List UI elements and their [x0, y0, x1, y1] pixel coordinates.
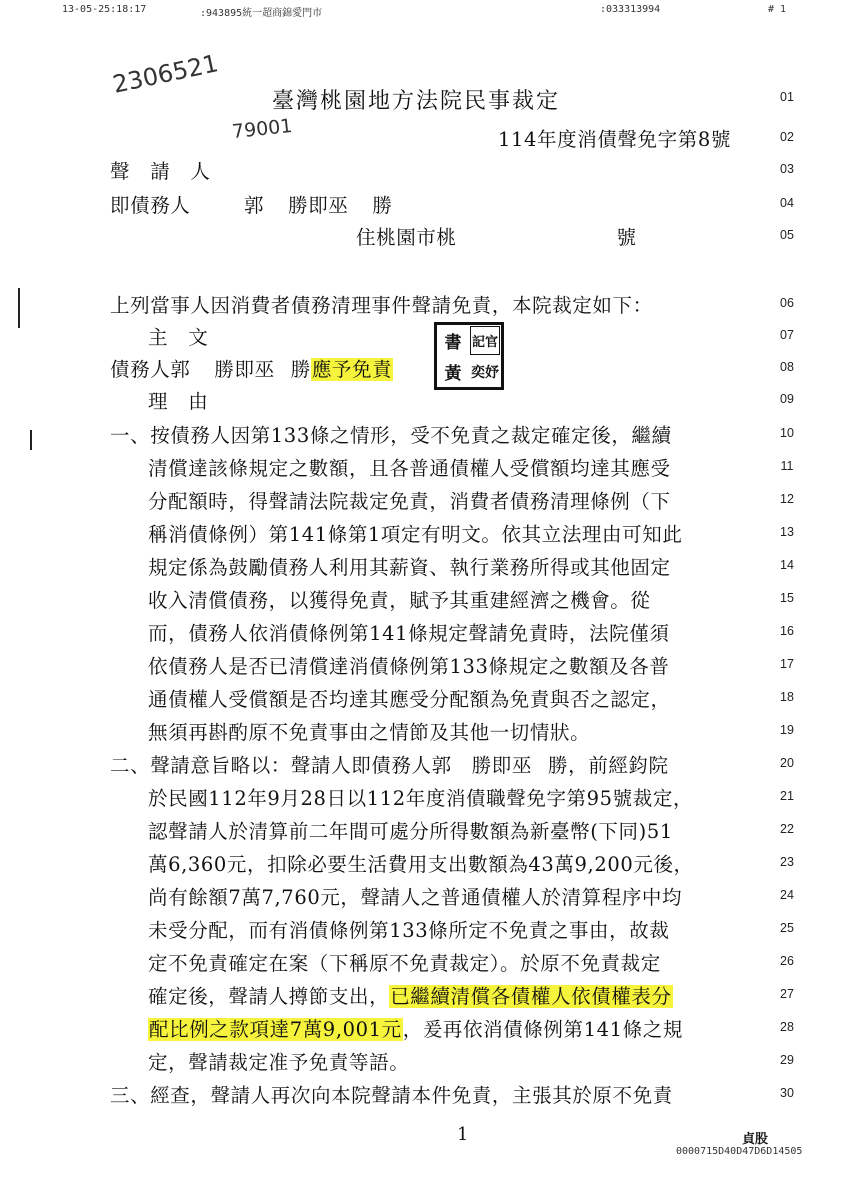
paragraph-2-line: 確定後，聲請人撙節支出，已繼續清償各債權人依債權表分 — [148, 985, 672, 1008]
line-number: 03 — [780, 162, 794, 176]
line-number: 26 — [780, 954, 794, 968]
paragraph-2-line: 於民國112年9月28日以112年度消債職聲免字第95號裁定， — [148, 787, 694, 810]
case-number: 114年度消債聲免字第8號 — [498, 128, 731, 151]
paragraph-1-line: 收入清償債務，以獲得免責，賦予其重建經濟之機會。從 — [148, 589, 651, 612]
line-number: 13 — [780, 525, 794, 539]
paragraph-1-line: 通債權人受償額是否均達其應受分配額為免責與否之認定， — [148, 688, 671, 711]
line-number: 16 — [780, 624, 794, 638]
debtor-label: 即債務人 — [110, 194, 191, 217]
line-number: 29 — [780, 1053, 794, 1067]
line-number: 24 — [780, 888, 794, 902]
scan-margin-mark — [30, 430, 32, 450]
paragraph-3-line: 三、經查，聲請人再次向本院聲請本件免責，主張其於原不免責 — [110, 1084, 673, 1107]
handwritten-number: 2306521 — [110, 49, 221, 99]
fax-page: # 1 — [768, 4, 787, 15]
paragraph-2-line: 定，聲請裁定准予免責等語。 — [148, 1051, 410, 1074]
paragraph-2-line: 尚有餘額7萬7,760元，聲請人之普通債權人於清算程序中均 — [148, 886, 683, 909]
paragraph-2-line: 定不免責確定在案（下稱原不免責裁定）。於原不免責裁定 — [148, 952, 661, 975]
intro-text: 上列當事人因消費者債務清理事件聲請免責，本院裁定如下： — [110, 294, 653, 317]
barcode-text: 0000715D40D47D6D14505 — [676, 1146, 803, 1157]
scan-margin-mark — [18, 288, 20, 328]
line-number: 08 — [780, 360, 794, 374]
fax-sender: :943895統一超商錦愛門市 — [200, 8, 323, 19]
paragraph-1-line: 清償達該條規定之數額，且各普通債權人受償額均達其應受 — [148, 457, 671, 480]
line-number: 10 — [780, 426, 794, 440]
line-number: 20 — [780, 756, 794, 770]
paragraph-2-line: 萬6,360元，扣除必要生活費用支出數額為43萬9,200元後， — [148, 853, 694, 876]
reasons-heading: 理 由 — [148, 390, 209, 413]
line-number: 05 — [780, 228, 794, 242]
line-number: 02 — [780, 130, 794, 144]
ruling-highlight: 應予免責 — [311, 358, 393, 381]
paragraph-1-line: 稱消債條例）第141條第1項定有明文。依其立法理由可知此 — [148, 523, 683, 546]
line-number: 11 — [780, 459, 794, 473]
paragraph-1-line: 一、按債務人因第133條之情形，受不免責之裁定確定後，繼續 — [110, 424, 672, 447]
line-number: 15 — [780, 591, 794, 605]
paragraph-1-line: 依債務人是否已清償達消債條例第133條規定之數額及各普 — [148, 655, 670, 678]
paragraph-2-line: 未受分配，而有消債條例第133條所定不免責之事由，故裁 — [148, 919, 670, 942]
document-title: 臺灣桃園地方法院民事裁定 — [272, 89, 561, 114]
paragraph-2-line: 二、聲請意旨略以：聲請人即債務人郭 勝即巫 勝，前經鈞院 — [110, 754, 669, 777]
paragraph-1-line: 規定係為鼓勵債務人利用其薪資、執行業務所得或其他固定 — [148, 556, 671, 579]
clerk-division: 貞股 — [742, 1132, 769, 1147]
page-number: 1 — [457, 1124, 469, 1145]
line-number: 04 — [780, 196, 794, 210]
line-number: 22 — [780, 822, 794, 836]
debtor-name: 郭 勝即巫 勝 — [244, 194, 393, 217]
line-number: 18 — [780, 690, 794, 704]
line-number: 07 — [780, 328, 794, 342]
paragraph-1-line: 無須再斟酌原不免責事由之情節及其他一切情狀。 — [148, 721, 591, 744]
line-number: 09 — [780, 392, 794, 406]
line-number: 21 — [780, 789, 794, 803]
applicant-label: 聲 請 人 — [110, 160, 211, 183]
fax-datetime: 13-05-25:18:17 — [62, 4, 147, 15]
fax-number: :033313994 — [600, 4, 661, 15]
clerk-seal: 書 記官 黃 奕妤 — [434, 322, 504, 390]
line-number: 23 — [780, 855, 794, 869]
paragraph-2-line: 配比例之款項達7萬9,001元，爰再依消債條例第141條之規 — [149, 1018, 683, 1041]
line-number: 14 — [780, 558, 794, 572]
paragraph-1-line: 分配額時，得聲請法院裁定免責，消費者債務清理條例（下 — [148, 490, 671, 513]
line-number: 25 — [780, 921, 794, 935]
line-number: 06 — [780, 296, 794, 310]
line-number: 17 — [780, 657, 794, 671]
payment-highlight: 已繼續清償各債權人依債權表分 — [390, 985, 672, 1008]
payment-highlight: 配比例之款項達7萬9,001元 — [149, 1018, 402, 1041]
ruling-text: 債務人郭 勝即巫 勝應予免責 — [110, 358, 393, 381]
line-number: 12 — [780, 492, 794, 506]
paragraph-1-line: 而，債務人依消債條例第141條規定聲請免責時，法院僅須 — [148, 622, 670, 645]
line-number: 19 — [780, 723, 794, 737]
main-text-heading: 主 文 — [148, 326, 209, 349]
debtor-address: 住桃園市桃 號 — [356, 226, 637, 249]
line-number: 30 — [780, 1086, 794, 1100]
paragraph-2-line: 認聲請人於清算前二年間可處分所得數額為新臺幣(下同)51 — [148, 820, 673, 843]
line-number: 01 — [780, 90, 794, 104]
line-number: 28 — [780, 1020, 794, 1034]
handwritten-note: 79001 — [231, 114, 294, 144]
line-number: 27 — [780, 987, 794, 1001]
